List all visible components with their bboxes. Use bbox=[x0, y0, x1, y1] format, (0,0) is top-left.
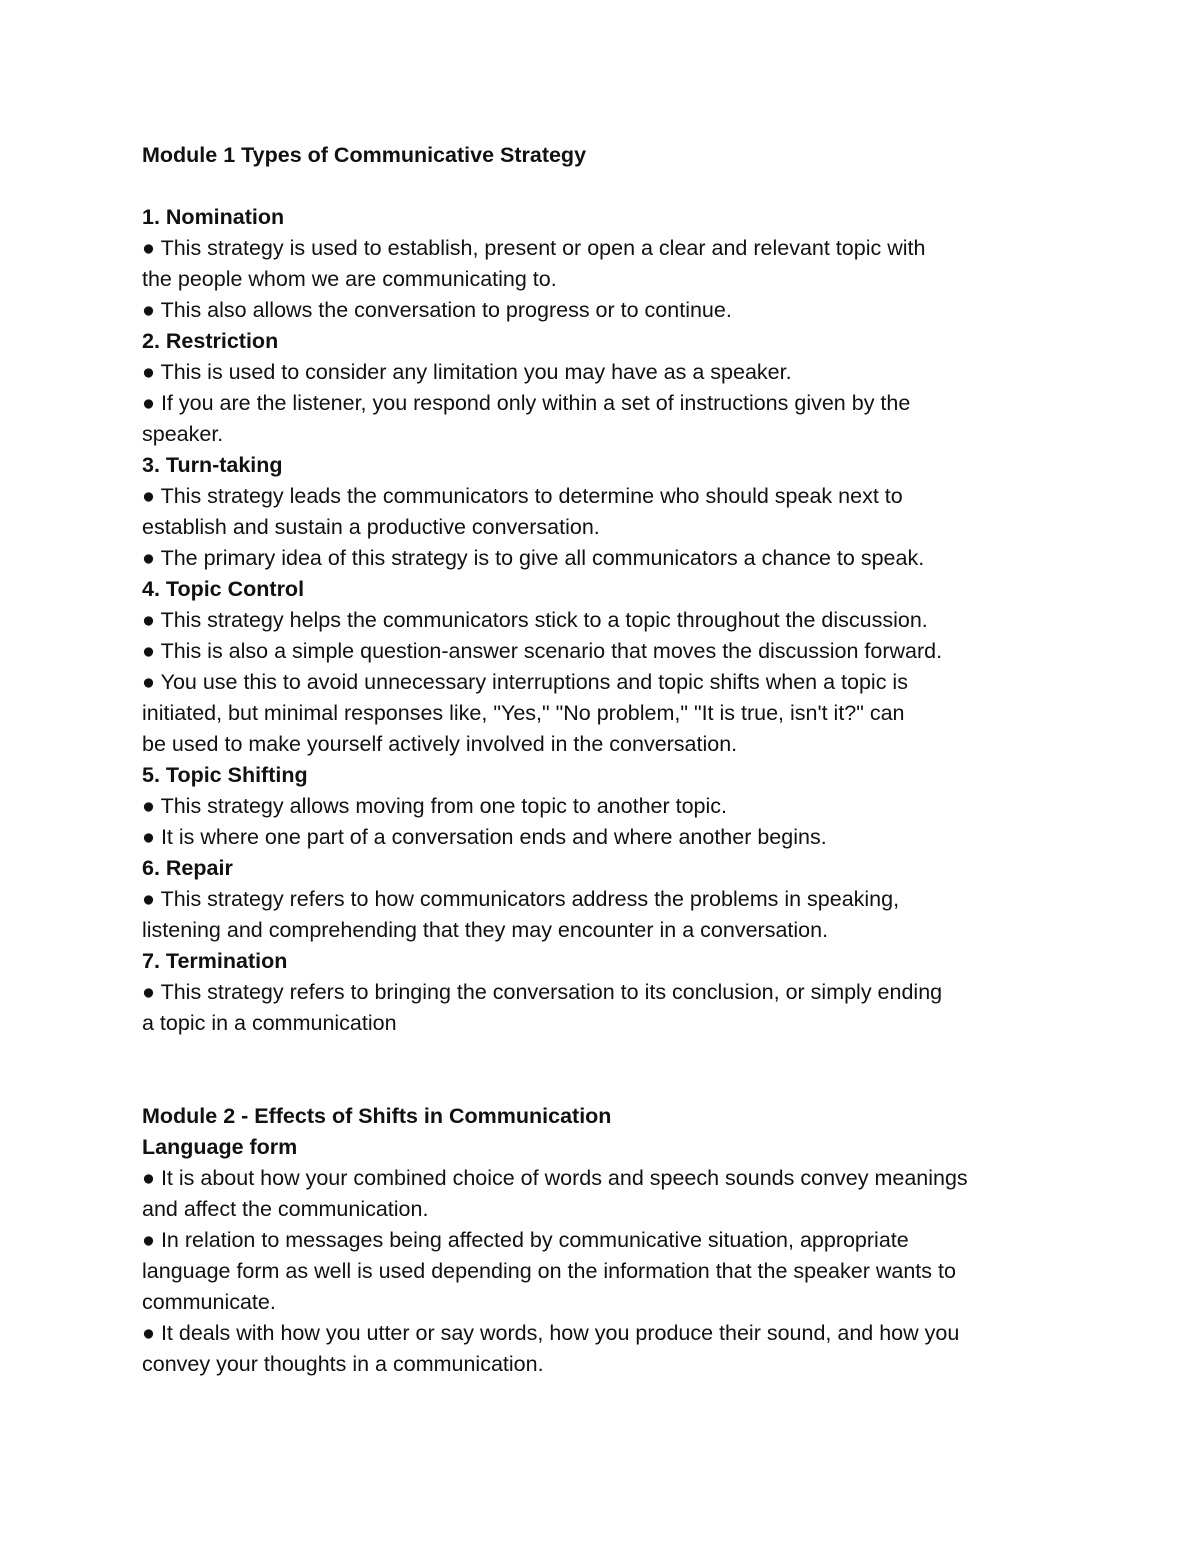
paragraph-line: ● The primary idea of this strategy is to give all communicators a chance to speak. bbox=[142, 546, 925, 570]
module-2-title: Module 2 - Effects of Shifts in Communication bbox=[142, 1104, 612, 1128]
paragraph-line: and affect the communication. bbox=[142, 1197, 429, 1221]
paragraph-line: ● It deals with how you utter or say words, how you produce their sound, and how you bbox=[142, 1321, 960, 1345]
paragraph-line: listening and comprehending that they may encounter in a conversation. bbox=[142, 918, 829, 942]
section-heading-termination: 7. Termination bbox=[142, 949, 288, 973]
section-heading-repair: 6. Repair bbox=[142, 856, 233, 880]
paragraph-line: ● This is used to consider any limitation you may have as a speaker. bbox=[142, 360, 792, 384]
spacer bbox=[142, 171, 1062, 202]
paragraph-line: ● In relation to messages being affected by communicative situation, appropriate bbox=[142, 1228, 909, 1252]
paragraph-line: a topic in a communication bbox=[142, 1011, 397, 1035]
paragraph-line: ● This strategy refers to bringing the conversation to its conclusion, or simply ending bbox=[142, 980, 943, 1004]
section-heading-nomination: 1. Nomination bbox=[142, 205, 285, 229]
paragraph-line: ● If you are the listener, you respond only within a set of instructions given by the bbox=[142, 391, 911, 415]
paragraph-line: ● It is about how your combined choice of words and speech sounds convey meanings bbox=[142, 1166, 968, 1190]
paragraph-line: ● This strategy allows moving from one topic to another topic. bbox=[142, 794, 728, 818]
paragraph-line: ● You use this to avoid unnecessary interruptions and topic shifts when a topic is bbox=[142, 670, 908, 694]
module-1-title: Module 1 Types of Communicative Strategy bbox=[142, 143, 587, 167]
section-heading-topic-control: 4. Topic Control bbox=[142, 577, 305, 601]
paragraph-line: convey your thoughts in a communication. bbox=[142, 1352, 544, 1376]
paragraph-line: language form as well is used depending on the information that the speaker wants to bbox=[142, 1259, 956, 1283]
paragraph-line: ● This strategy helps the communicators stick to a topic throughout the discussion. bbox=[142, 608, 928, 632]
paragraph-line: be used to make yourself actively involved in the conversation. bbox=[142, 732, 738, 756]
paragraph-line: speaker. bbox=[142, 422, 224, 446]
paragraph-line: the people whom we are communicating to. bbox=[142, 267, 557, 291]
section-heading-language-form: Language form bbox=[142, 1135, 298, 1159]
spacer bbox=[142, 1039, 1062, 1101]
paragraph-line: ● This also allows the conversation to progress or to continue. bbox=[142, 298, 732, 322]
paragraph-line: establish and sustain a productive conversation. bbox=[142, 515, 600, 539]
paragraph-line: ● This strategy refers to how communicators address the problems in speaking, bbox=[142, 887, 900, 911]
section-heading-turn-taking: 3. Turn-taking bbox=[142, 453, 283, 477]
section-heading-topic-shifting: 5. Topic Shifting bbox=[142, 763, 308, 787]
paragraph-line: ● This strategy leads the communicators to determine who should speak next to bbox=[142, 484, 903, 508]
section-heading-restriction: 2. Restriction bbox=[142, 329, 279, 353]
paragraph-line: ● It is where one part of a conversation ends and where another begins. bbox=[142, 825, 827, 849]
paragraph-line: ● This strategy is used to establish, present or open a clear and relevant topic with bbox=[142, 236, 926, 260]
paragraph-line: initiated, but minimal responses like, "Yes," "No problem," "It is true, isn't it?" can bbox=[142, 701, 905, 725]
document-content bbox=[142, 140, 1062, 1380]
paragraph-line: communicate. bbox=[142, 1290, 276, 1314]
paragraph-line: ● This is also a simple question-answer scenario that moves the discussion forward. bbox=[142, 639, 943, 663]
